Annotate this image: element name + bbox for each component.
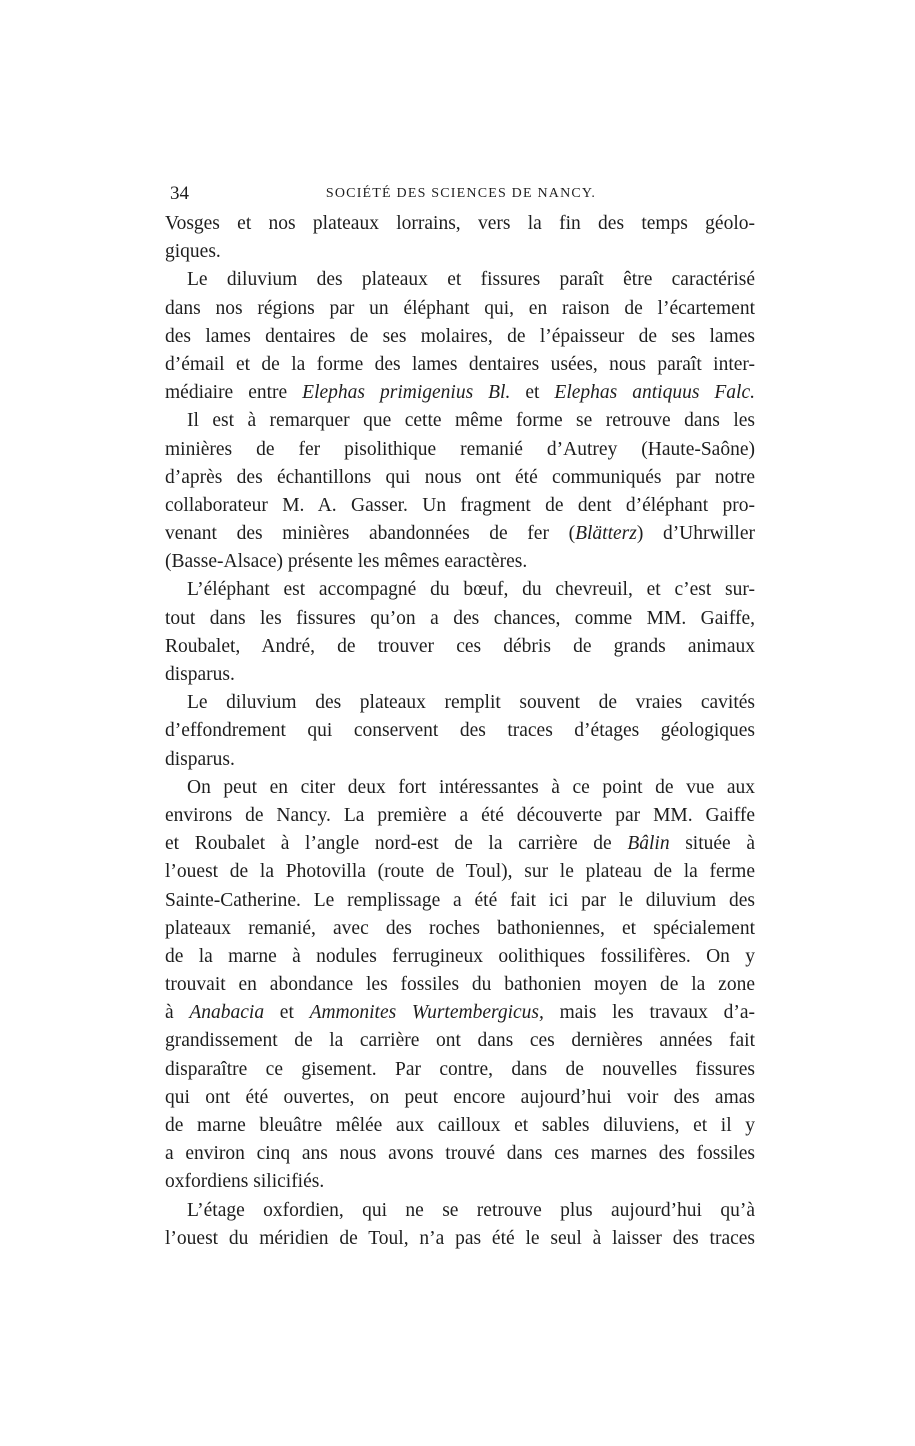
text-line: disparaître ce gisement. Par contre, dans de nouvelles fissures [165, 1058, 755, 1080]
text-line: giques. [165, 241, 221, 263]
running-head: SOCIÉTÉ DES SCIENCES DE NANCY. [325, 186, 597, 201]
text-line: d’après des échantillons qui nous ont été communiqués par notre [165, 466, 755, 488]
text-line: L’éléphant est accompagné du bœuf, du chevreuil, et c’est sur- [187, 579, 755, 601]
text-line: Le diluvium des plateaux remplit souvent de vraies cavités [187, 692, 755, 714]
page-number: 34 [170, 183, 189, 204]
text-line: (Basse-Alsace) présente les mêmes earactères. [165, 551, 528, 573]
text-line: Vosges et nos plateaux lorrains, vers la fin des temps géolo- [165, 213, 755, 234]
text-line: Sainte-Catherine. Le remplissage a été fait ici par le diluvium des [165, 889, 755, 911]
text-line: trouvait en abondance les fossiles du bathonien moyen de la zone [165, 974, 755, 996]
text-line: venant des minières abandonnées de fer (Blätterz) d’Uhrwiller [165, 523, 755, 545]
text-line: disparus. [165, 748, 235, 770]
text-line: environs de Nancy. La première a été découverte par MM. Gaiffe [165, 804, 755, 826]
text-line: médiaire entre Elephas primigenius Bl. et Elephas antiquus Falc. [165, 382, 756, 404]
text-line: d’émail et de la forme des lames dentaires usées, nous paraît inter- [165, 353, 755, 375]
body-text [165, 210, 755, 1253]
text-line: tout dans les fissures qu’on a des chances, comme MM. Gaiffe, [165, 607, 755, 629]
text-line: Roubalet, André, de trouver ces débris de grands animaux [165, 635, 755, 657]
text-line: d’effondrement qui conservent des traces d’étages géologiques [165, 720, 755, 742]
text-line: minières de fer pisolithique remanié d’Autrey (Haute-Saône) [165, 438, 755, 460]
text-line: de la marne à nodules ferrugineux oolithiques fossilifères. On y [165, 945, 755, 967]
text-line: collaborateur M. A. Gasser. Un fragment de dent d’éléphant pro- [165, 494, 755, 516]
text-line: plateaux remanié, avec des roches bathoniennes, et spécialement [165, 917, 755, 939]
text-line: L’étage oxfordien, qui ne se retrouve plus aujourd’hui qu’à [187, 1199, 755, 1221]
text-line: Le diluvium des plateaux et fissures paraît être caractérisé [187, 269, 755, 291]
text-line: Il est à remarquer que cette même forme se retrouve dans les [187, 410, 755, 432]
text-line: dans nos régions par un éléphant qui, en raison de l’écartement [165, 297, 755, 319]
text-line: l’ouest du méridien de Toul, n’a pas été le seul à laisser des traces [165, 1227, 755, 1249]
text-line: a environ cinq ans nous avons trouvé dans ces marnes des fossiles [165, 1143, 755, 1165]
text-line: l’ouest de la Photovilla (route de Toul), sur le plateau de la ferme [165, 861, 755, 883]
text-line: disparus. [165, 664, 235, 685]
text-line: de marne bleuâtre mêlée aux cailloux et sables diluviens, et il y [165, 1115, 755, 1136]
text-line: oxfordiens silicifiés. [165, 1171, 325, 1193]
text-line: et Roubalet à l’angle nord-est de la carrière de Bâlin située à [165, 833, 755, 855]
text-line: grandissement de la carrière ont dans ces dernières années fait [165, 1030, 755, 1052]
text-line: à Anabacia et Ammonites Wurtembergicus, mais les travaux d’a- [165, 1002, 756, 1024]
text-line: des lames dentaires de ses molaires, de l’épaisseur de ses lames [165, 325, 755, 347]
text-line: On peut en citer deux fort intéressantes à ce point de vue aux [187, 776, 755, 798]
text-line: qui ont été ouvertes, on peut encore aujourd’hui voir des amas [165, 1086, 755, 1108]
page-header [170, 183, 752, 207]
